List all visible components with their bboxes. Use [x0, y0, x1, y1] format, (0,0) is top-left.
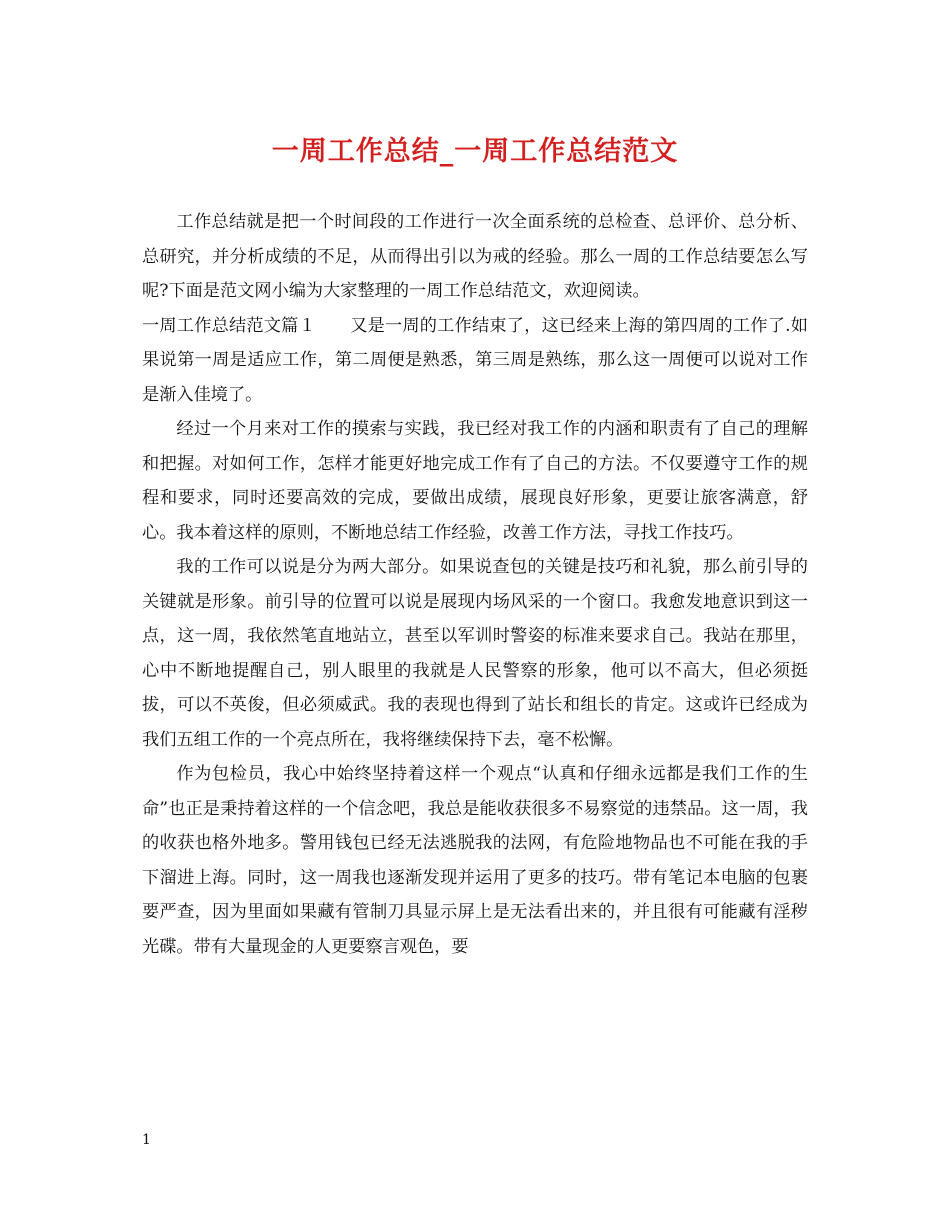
- body-paragraph-3: 作为包检员，我心中始终坚持着这样一个观点“认真和仔细永远都是我们工作的生命”也正是秉持着这样的一个信念吧，我总是能收获很多不易察觉的违禁品。这一周，我的收获也格外地多。警用钱包已经无法逃脱我的法网，有危险地物品也不可能在我的手下溜进上海。同时，这一周我也逐渐发现并运用了更多的技巧。带有笔记本电脑的包裹要严查，因为里面如果藏有管制刀具显示屏上是无法看出来的，并且很有可能藏有淫秽光碟。带有大量现金的人更要察言观色，要: [142, 764, 808, 957]
- section-paragraph: [142, 309, 808, 413]
- section-text: 又是一周的工作结束了，这已经来上海的第四周的工作了.如果说第一周是适应工作，第二周便是熟悉，第三周是熟练，那么这一周便可以说对工作是渐入佳境了。: [142, 315, 808, 405]
- section-label: 一周工作总结范文篇１: [142, 315, 316, 336]
- page-number: 1: [142, 1132, 151, 1148]
- document-title: 一周工作总结_一周工作总结范文: [271, 136, 679, 167]
- document-body: [142, 205, 808, 964]
- intro-paragraph: [142, 205, 808, 309]
- body-paragraph-1: 经过一个月来对工作的摸索与实践，我已经对我工作的内涵和职责有了自己的理解和把握。对如何工作，怎样才能更好地完成工作有了自己的方法。不仅要遵守工作的规程和要求，同时还要高效的完成，要做出成绩，展现良好形象，更要让旅客满意，舒心。我本着这样的原则，不断地总结工作经验，改善工作方法，寻找工作技巧。: [142, 419, 808, 543]
- body-paragraph-2: 我的工作可以说是分为两大部分。如果说查包的关键是技巧和礼貌，那么前引导的关键就是形象。前引导的位置可以说是展现内场风采的一个窗口。我愈发地意识到这一点，这一周，我依然笔直地站立，甚至以军训时警姿的标准来要求自己。我站在那里，心中不断地提醒自己，别人眼里的我就是人民警察的形象，他可以不高大，但必须挺拔，可以不英俊，但必须威武。我的表现也得到了站长和组长的肯定。这或许已经成为我们五组工作的一个亮点所在，我将继续保持下去，毫不松懈。: [142, 557, 808, 750]
- intro-text: 工作总结就是把一个时间段的工作进行一次全面系统的总检查、总评价、总分析、总研究，并分析成绩的不足，从而得出引以为戒的经验。那么一周的工作总结要怎么写呢?下面是范文网小编为大家整理的一周工作总结范文，欢迎阅读。: [142, 212, 808, 301]
